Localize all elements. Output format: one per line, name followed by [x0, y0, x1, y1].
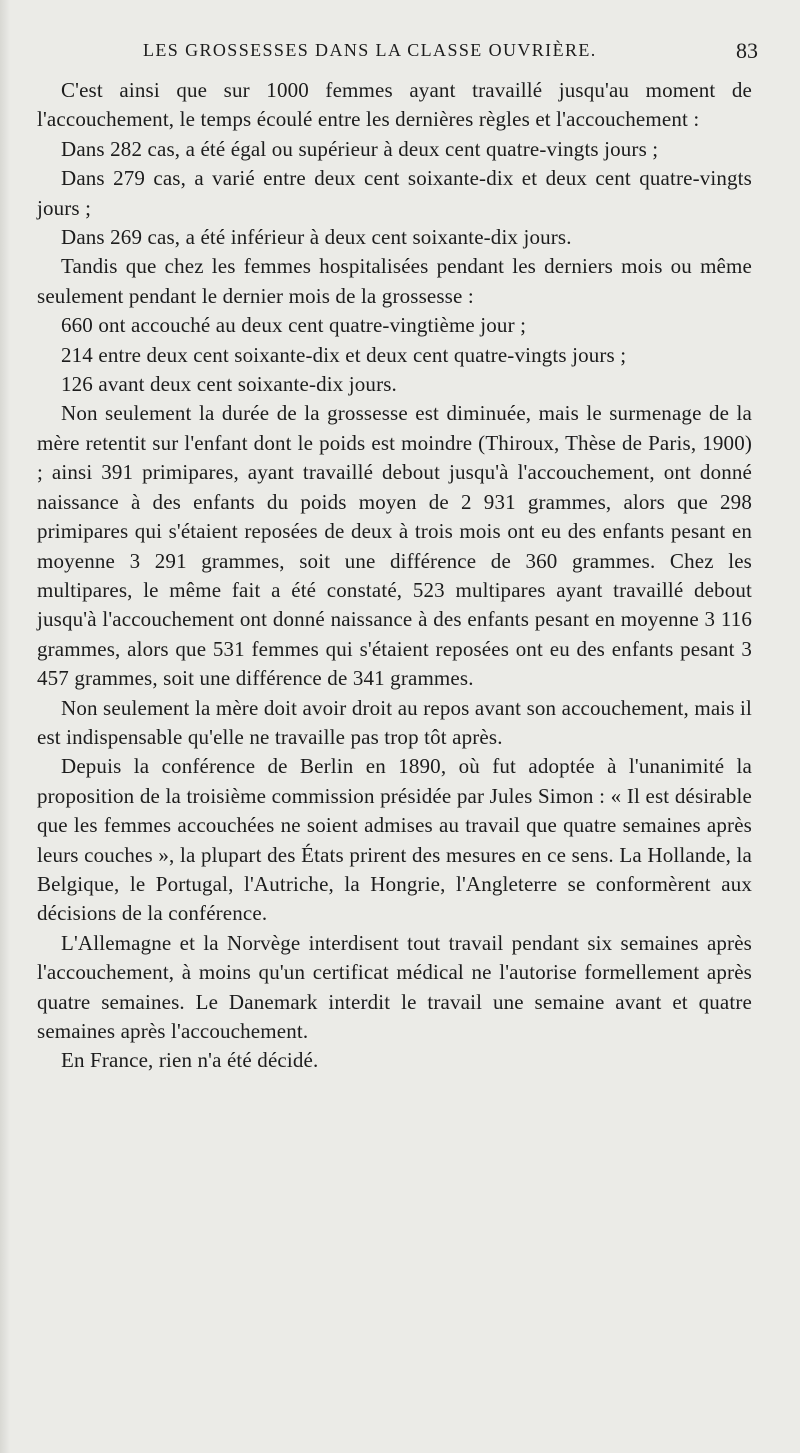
paragraph: L'Allemagne et la Norvège interdisent tout travail pendant six semaines après l'accouchement, à moins qu'un certificat médical ne l'autorise formellement après quatre semaines. Le Danemark interdit le travail une semaine avant et quatre semaines après l'accouchement. — [37, 930, 752, 1043]
paragraph: Dans 279 cas, a varié entre deux cent soixante-dix et deux cent quatre-vingts jours ; — [37, 166, 752, 220]
page-number: 83 — [736, 38, 758, 63]
paragraph: 214 entre deux cent soixante-dix et deux cent quatre-vingts jours ; — [61, 342, 627, 367]
running-head — [37, 36, 758, 76]
body-text — [37, 76, 752, 1076]
running-head-title: LES GROSSESSES DANS LA CLASSE OUVRIÈRE. — [143, 40, 597, 60]
paragraph: Dans 282 cas, a été égal ou supérieur à deux cent quatre-vingts jours ; — [61, 136, 659, 161]
paragraph: En France, rien n'a été décidé. — [61, 1048, 319, 1073]
paragraph: Non seulement la mère doit avoir droit au repos avant son accouchement, mais il est indispensable qu'elle ne travaille pas trop tôt après. — [37, 695, 752, 749]
paragraph: Depuis la conférence de Berlin en 1890, où fut adoptée à l'unanimité la proposition de la troisième commission présidée par Jules Simon : « Il est désirable que les femmes accouchées ne soient admises au travail que quatre semaines après leurs couches », la plupart des États prirent des mesures en ce sens. La Hollande, la Belgique, le Portugal, l'Autriche, la Hongrie, l'Angleterre se conformèrent aux décisions de la conférence. — [37, 754, 752, 926]
paragraph: 126 avant deux cent soixante-dix jours. — [61, 372, 397, 397]
paragraph: Non seulement la durée de la grossesse est diminuée, mais le surmenage de la mère retentit sur l'enfant dont le poids est moindre (Thiroux, Thèse de Paris, 1900) ; ainsi 391 primipares, ayant travaillé debout jusqu'à l'accouchement, ont donné naissance à des enfants du poids moyen de 2 931 grammes, alors que 298 primipares qui s'étaient reposées de deux à trois mois ont eu des enfants pesant en moyenne 3 291 grammes, soit une différence de 360 grammes. Chez les multipares, le même fait a été constaté, 523 multipares ayant travaillé debout jusqu'à l'accouchement ont donné naissance à des enfants pesant en moyenne 3 116 grammes, alors que 531 femmes qui s'étaient reposées ont eu des enfants pesant 3 457 grammes, soit une différence de 341 grammes. — [37, 401, 752, 691]
paragraph: Dans 269 cas, a été inférieur à deux cent soixante-dix jours. — [61, 225, 572, 250]
paragraph: C'est ainsi que sur 1000 femmes ayant travaillé jusqu'au moment de l'accouchement, le temps écoulé entre les dernières règles et l'accouchement : — [37, 78, 752, 132]
paragraph: Tandis que chez les femmes hospitalisées pendant les derniers mois ou même seulement pendant le dernier mois de la grossesse : — [37, 254, 752, 308]
paragraph: 660 ont accouché au deux cent quatre-vingtième jour ; — [61, 313, 527, 338]
